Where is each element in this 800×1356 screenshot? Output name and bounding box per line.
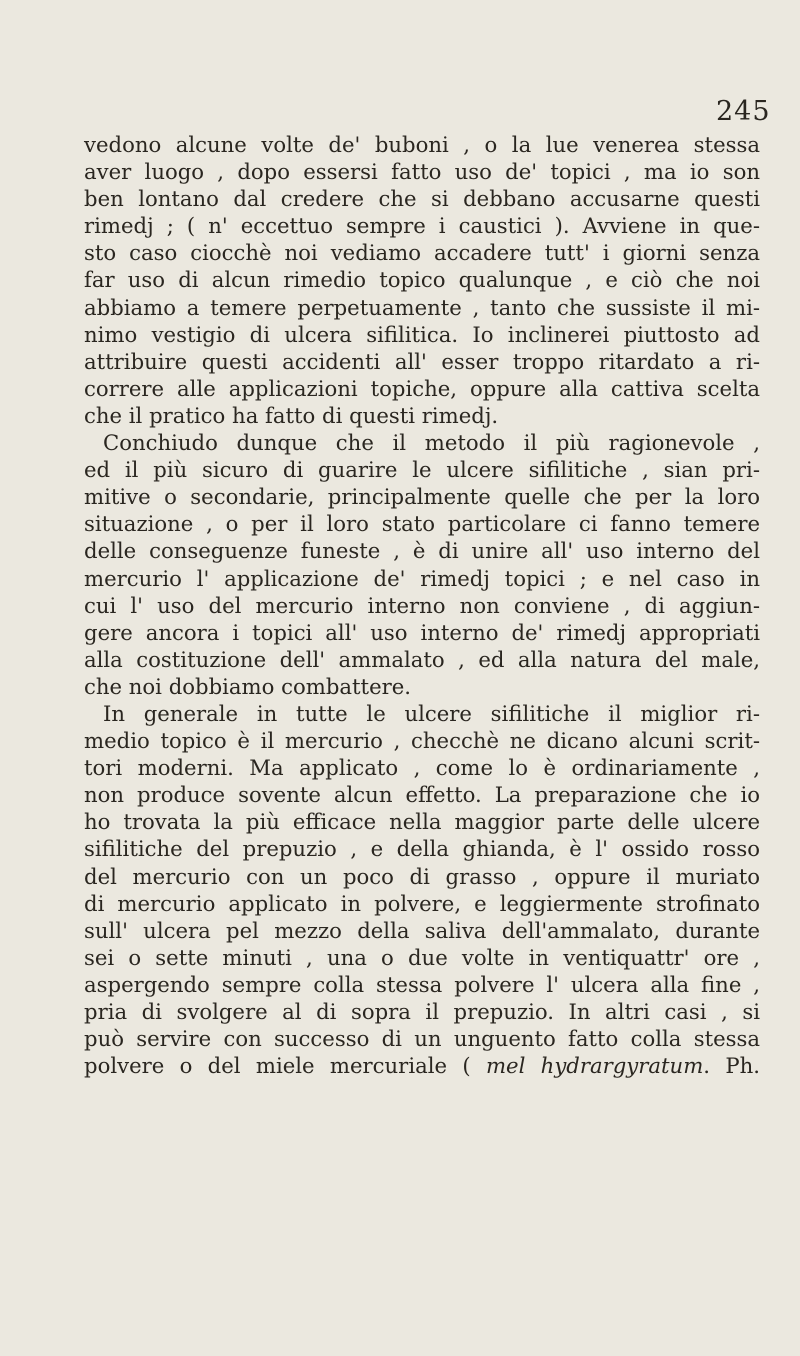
text-line: sifilitiche del prepuzio , e della ghianda, è l' ossido rosso — [84, 836, 760, 862]
text-line: nimo vestigio di ulcera sifilitica. Io inclinerei piuttosto ad — [84, 321, 760, 347]
text-line: di mercurio applicato in polvere, e leggiermente strofinato — [84, 890, 760, 916]
text-line: gere ancora i topici all' uso interno de' rimedj appropriati — [84, 619, 760, 645]
paragraph-start-line: In generale in tutte le ulcere sifilitiche il miglior ri- — [103, 700, 760, 726]
text-line: non produce sovente alcun effetto. La preparazione che io — [84, 782, 760, 808]
text-line: rimedj ; ( n' eccettuo sempre i caustici ). Avviene in que- — [84, 213, 760, 239]
latin-term: mel hydrargyratum — [485, 1053, 704, 1079]
text-line: aver luogo , dopo essersi fatto uso de' topici , ma io son — [84, 159, 760, 185]
text-line: sei o sette minuti , una o due volte in ventiquattr' ore , — [84, 944, 760, 970]
text-line: situazione , o per il loro stato particolare ci fanno temere — [84, 511, 760, 537]
text-line: mercurio l' applicazione de' rimedj topici ; e nel caso in — [84, 565, 760, 591]
final-line-end: . Ph. — [703, 1053, 760, 1079]
text-line: mitive o secondarie, principalmente quelle che per la loro — [84, 484, 760, 510]
text-line: del mercurio con un poco di grasso , oppure il muriato — [84, 863, 760, 889]
text-line: delle conseguenze funeste , è di unire all' uso interno del — [84, 538, 760, 564]
text-line: far uso di alcun rimedio topico qualunque , e ciò che noi — [84, 267, 760, 293]
text-line: cui l' uso del mercurio interno non conviene , di aggiun- — [84, 592, 760, 618]
text-line: ho trovata la più efficace nella maggior parte delle ulcere — [84, 809, 760, 835]
text-line: correre alle applicazioni topiche, oppure alla cattiva scelta — [84, 375, 760, 401]
final-line — [84, 1052, 760, 1079]
text-line: vedono alcune volte de' buboni , o la lue venerea stessa — [84, 132, 760, 157]
paragraph-end-line: che noi dobbiamo combattere. — [84, 673, 412, 699]
text-line: abbiamo a temere perpetuamente , tanto che sussiste il mi- — [84, 294, 760, 320]
text-line: ben lontano dal credere che si debbano accusarne questi — [84, 186, 760, 212]
text-line: pria di svolgere al di sopra il prepuzio. In altri casi , si — [84, 999, 760, 1024]
text-line: sto caso ciocchè noi vediamo accadere tutt' i giorni senza — [84, 240, 760, 266]
page-number: 245 — [716, 96, 771, 127]
text-line: tori moderni. Ma applicato , come lo è ordinariamente , — [84, 755, 760, 781]
final-line-start: polvere o del miele mercuriale ( — [84, 1053, 486, 1079]
paragraph-start-line: Conchiudo dunque che il metodo il più ragionevole , — [103, 430, 760, 456]
text-line: sull' ulcera pel mezzo della saliva dell'ammalato, durante — [84, 917, 760, 943]
text-line: medio topico è il mercurio , checchè ne dicano alcuni scrit- — [84, 728, 760, 754]
paragraph-end-line: che il pratico ha fatto di questi rimedj. — [84, 402, 499, 428]
text-line: può servire con successo di un unguento fatto colla stessa — [84, 1026, 760, 1052]
text-line: attribuire questi accidenti all' esser troppo ritardato a ri- — [84, 348, 760, 374]
text-line: alla costituzione dell' ammalato , ed alla natura del male, — [84, 646, 760, 672]
body-text — [84, 131, 760, 1079]
text-line: aspergendo sempre colla stessa polvere l' ulcera alla fine , — [84, 971, 760, 997]
text-line: ed il più sicuro di guarire le ulcere sifilitiche , sian pri- — [84, 457, 760, 483]
